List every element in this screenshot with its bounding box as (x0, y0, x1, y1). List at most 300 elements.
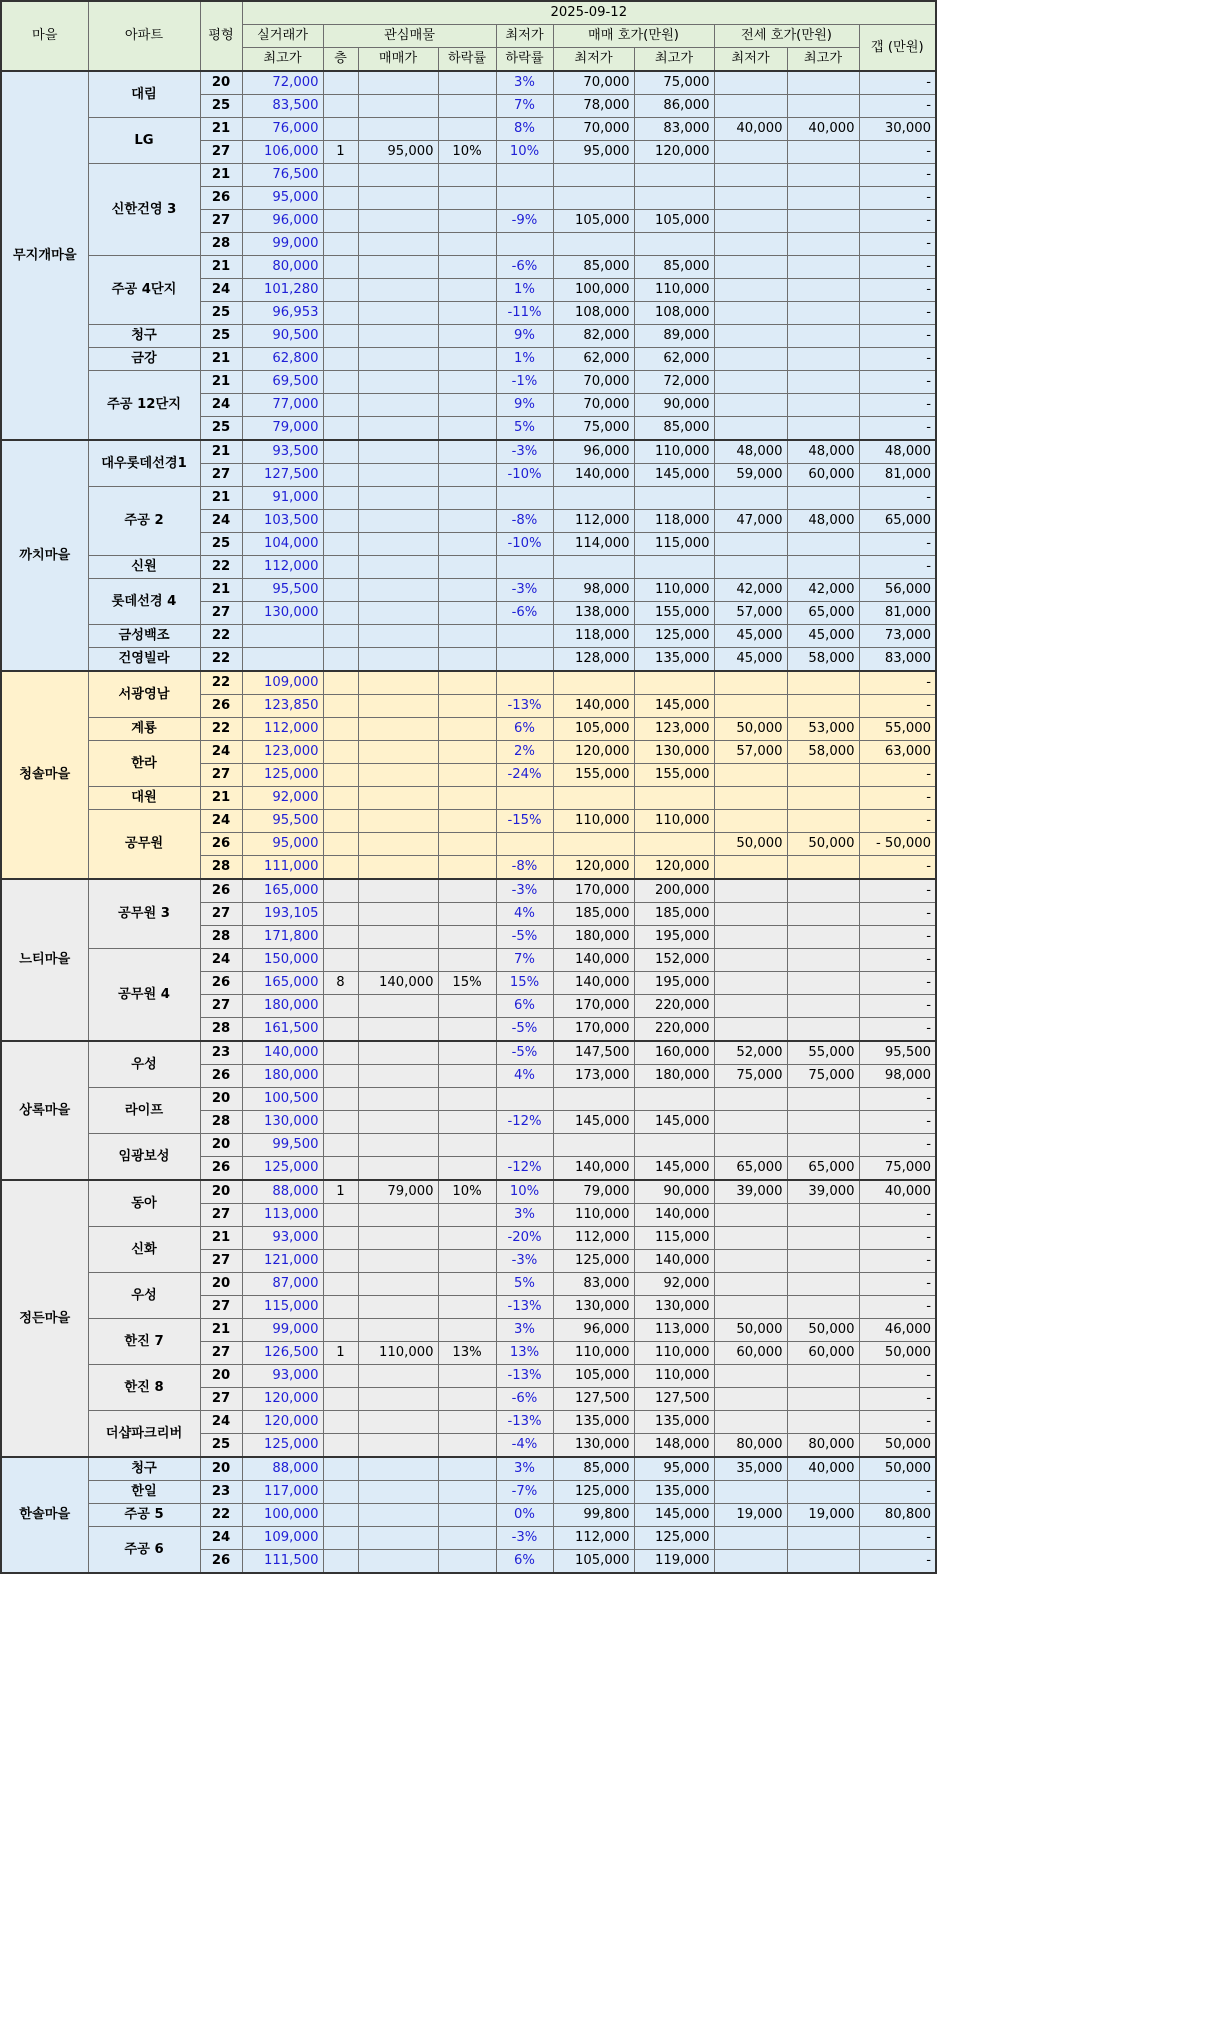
cell-min-drop: -5% (496, 1018, 553, 1042)
cell-jeonse-min: 50,000 (714, 1319, 787, 1342)
cell-jeonse-max: 40,000 (787, 1457, 859, 1481)
cell-actual-max: 150,000 (242, 949, 323, 972)
cell-jeonse-min (714, 1388, 787, 1411)
apartment-name: 한일 (88, 1481, 200, 1504)
cell-jeonse-min: 19,000 (714, 1504, 787, 1527)
cell-sale-min: 82,000 (553, 325, 634, 348)
cell-interest-floor (323, 1134, 358, 1157)
cell-min-drop: -15% (496, 810, 553, 833)
cell-pyeong: 22 (200, 671, 242, 695)
cell-jeonse-max (787, 233, 859, 256)
cell-interest-price (358, 95, 438, 118)
cell-interest-floor: 1 (323, 1180, 358, 1204)
cell-interest-price (358, 1204, 438, 1227)
cell-pyeong: 25 (200, 1434, 242, 1458)
cell-actual-max: 95,500 (242, 810, 323, 833)
cell-interest-drop: 13% (438, 1342, 496, 1365)
cell-jeonse-max: 39,000 (787, 1180, 859, 1204)
table-row (1, 1227, 936, 1250)
cell-interest-drop: 15% (438, 972, 496, 995)
header-min-price-sub: 하락률 (496, 48, 553, 72)
cell-min-drop: -3% (496, 879, 553, 903)
cell-actual-max: 106,000 (242, 141, 323, 164)
cell-jeonse-min (714, 164, 787, 187)
cell-sale-max: 155,000 (634, 764, 714, 787)
cell-interest-floor (323, 810, 358, 833)
cell-sale-min (553, 164, 634, 187)
cell-jeonse-min (714, 671, 787, 695)
cell-interest-floor (323, 1527, 358, 1550)
cell-pyeong: 25 (200, 417, 242, 441)
cell-sale-min: 70,000 (553, 394, 634, 417)
table-row (1, 810, 936, 833)
cell-gap: 46,000 (859, 1319, 936, 1342)
cell-interest-floor: 8 (323, 972, 358, 995)
cell-gap: 50,000 (859, 1457, 936, 1481)
cell-interest-drop (438, 1227, 496, 1250)
cell-gap: - (859, 1204, 936, 1227)
cell-jeonse-max: 55,000 (787, 1041, 859, 1065)
cell-interest-floor (323, 1065, 358, 1088)
cell-gap: 75,000 (859, 1157, 936, 1181)
cell-gap: - (859, 1527, 936, 1550)
cell-interest-drop (438, 256, 496, 279)
table-row (1, 1273, 936, 1296)
cell-interest-floor (323, 256, 358, 279)
cell-jeonse-min (714, 1134, 787, 1157)
cell-sale-min: 98,000 (553, 579, 634, 602)
cell-pyeong: 20 (200, 1457, 242, 1481)
apartment-name: 대원 (88, 787, 200, 810)
cell-jeonse-min (714, 487, 787, 510)
cell-gap: - (859, 1018, 936, 1042)
cell-jeonse-min: 57,000 (714, 741, 787, 764)
cell-interest-drop (438, 233, 496, 256)
cell-sale-max (634, 164, 714, 187)
cell-min-drop: 8% (496, 118, 553, 141)
cell-sale-min: 128,000 (553, 648, 634, 672)
cell-interest-price (358, 856, 438, 880)
cell-sale-max: 110,000 (634, 440, 714, 464)
cell-interest-floor (323, 371, 358, 394)
apartment-name: 금성백조 (88, 625, 200, 648)
cell-gap: - (859, 1227, 936, 1250)
cell-interest-drop (438, 302, 496, 325)
header-actual-price-sub: 최고가 (242, 48, 323, 72)
cell-interest-price (358, 1018, 438, 1042)
cell-interest-price (358, 164, 438, 187)
table-row (1, 741, 936, 764)
cell-interest-drop (438, 325, 496, 348)
cell-sale-max: 118,000 (634, 510, 714, 533)
cell-interest-price (358, 510, 438, 533)
cell-pyeong: 24 (200, 810, 242, 833)
apartment-name: 주공 4단지 (88, 256, 200, 325)
cell-interest-drop (438, 695, 496, 718)
cell-interest-drop (438, 879, 496, 903)
cell-sale-max (634, 556, 714, 579)
cell-sale-max: 135,000 (634, 648, 714, 672)
cell-interest-drop (438, 579, 496, 602)
cell-pyeong: 22 (200, 556, 242, 579)
cell-min-drop: 6% (496, 995, 553, 1018)
cell-actual-max: 121,000 (242, 1250, 323, 1273)
cell-interest-drop (438, 464, 496, 487)
cell-pyeong: 21 (200, 1227, 242, 1250)
cell-pyeong: 24 (200, 1527, 242, 1550)
cell-pyeong: 24 (200, 510, 242, 533)
cell-interest-floor (323, 71, 358, 95)
cell-interest-price (358, 464, 438, 487)
table-row (1, 949, 936, 972)
table-row (1, 1365, 936, 1388)
cell-sale-min: 170,000 (553, 1018, 634, 1042)
cell-jeonse-max (787, 95, 859, 118)
cell-jeonse-max (787, 1204, 859, 1227)
cell-pyeong: 26 (200, 1550, 242, 1574)
cell-actual-max (242, 625, 323, 648)
cell-jeonse-min (714, 1273, 787, 1296)
cell-min-drop (496, 233, 553, 256)
cell-gap: - (859, 1411, 936, 1434)
cell-jeonse-min: 75,000 (714, 1065, 787, 1088)
cell-sale-min (553, 1088, 634, 1111)
cell-min-drop: 3% (496, 1319, 553, 1342)
cell-min-drop (496, 787, 553, 810)
cell-interest-price (358, 1434, 438, 1458)
table-row (1, 1041, 936, 1065)
cell-actual-max: 123,850 (242, 695, 323, 718)
cell-min-drop: -20% (496, 1227, 553, 1250)
cell-sale-max: 160,000 (634, 1041, 714, 1065)
cell-sale-min (553, 787, 634, 810)
cell-min-drop: 4% (496, 903, 553, 926)
cell-interest-drop (438, 1065, 496, 1088)
cell-interest-price: 110,000 (358, 1342, 438, 1365)
cell-pyeong: 20 (200, 71, 242, 95)
cell-pyeong: 20 (200, 1273, 242, 1296)
cell-jeonse-max (787, 1296, 859, 1319)
cell-actual-max: 120,000 (242, 1411, 323, 1434)
cell-sale-max: 110,000 (634, 579, 714, 602)
table-row (1, 1504, 936, 1527)
cell-sale-max: 119,000 (634, 1550, 714, 1574)
cell-sale-max: 140,000 (634, 1250, 714, 1273)
cell-interest-floor (323, 279, 358, 302)
cell-interest-drop (438, 417, 496, 441)
cell-pyeong: 27 (200, 1204, 242, 1227)
cell-sale-min: 105,000 (553, 1550, 634, 1574)
cell-interest-price (358, 1504, 438, 1527)
cell-sale-max: 90,000 (634, 394, 714, 417)
cell-sale-min: 112,000 (553, 510, 634, 533)
cell-interest-drop (438, 602, 496, 625)
cell-min-drop: -10% (496, 533, 553, 556)
cell-sale-min: 96,000 (553, 440, 634, 464)
cell-sale-min: 62,000 (553, 348, 634, 371)
cell-sale-min: 105,000 (553, 1365, 634, 1388)
cell-interest-floor (323, 856, 358, 880)
cell-jeonse-min (714, 279, 787, 302)
cell-jeonse-max (787, 325, 859, 348)
cell-interest-drop (438, 440, 496, 464)
cell-interest-floor (323, 95, 358, 118)
cell-min-drop: 13% (496, 1342, 553, 1365)
cell-pyeong: 24 (200, 279, 242, 302)
cell-interest-price (358, 256, 438, 279)
apartment-name: 우성 (88, 1041, 200, 1088)
cell-min-drop (496, 556, 553, 579)
cell-min-drop: 5% (496, 1273, 553, 1296)
cell-sale-max: 195,000 (634, 972, 714, 995)
cell-sale-min: 145,000 (553, 1111, 634, 1134)
cell-interest-price (358, 1388, 438, 1411)
cell-actual-max: 77,000 (242, 394, 323, 417)
table-row (1, 118, 936, 141)
table-row (1, 487, 936, 510)
cell-jeonse-min (714, 764, 787, 787)
cell-sale-min: 125,000 (553, 1250, 634, 1273)
apartment-name: 주공 5 (88, 1504, 200, 1527)
village-name: 까치마을 (1, 440, 88, 671)
cell-gap: 83,000 (859, 648, 936, 672)
cell-pyeong: 28 (200, 1111, 242, 1134)
cell-gap: - (859, 787, 936, 810)
cell-gap: - (859, 164, 936, 187)
cell-gap: 98,000 (859, 1065, 936, 1088)
cell-gap: - (859, 1134, 936, 1157)
cell-interest-floor (323, 1319, 358, 1342)
header-min-price: 최저가 (496, 25, 553, 48)
cell-pyeong: 27 (200, 764, 242, 787)
cell-sale-max: 75,000 (634, 71, 714, 95)
cell-pyeong: 27 (200, 141, 242, 164)
table-row (1, 1411, 936, 1434)
cell-gap: - (859, 348, 936, 371)
cell-actual-max: 125,000 (242, 1434, 323, 1458)
cell-interest-floor: 1 (323, 141, 358, 164)
cell-gap: - (859, 903, 936, 926)
cell-pyeong: 28 (200, 1018, 242, 1042)
cell-jeonse-max: 48,000 (787, 510, 859, 533)
cell-gap: - (859, 1481, 936, 1504)
cell-jeonse-max (787, 279, 859, 302)
cell-actual-max: 104,000 (242, 533, 323, 556)
cell-pyeong: 20 (200, 1134, 242, 1157)
cell-sale-min (553, 556, 634, 579)
cell-interest-floor (323, 579, 358, 602)
table-row (1, 1319, 936, 1342)
cell-interest-drop: 10% (438, 141, 496, 164)
cell-pyeong: 21 (200, 371, 242, 394)
cell-jeonse-min (714, 972, 787, 995)
apartment-name: 청구 (88, 1457, 200, 1481)
cell-interest-price (358, 602, 438, 625)
cell-pyeong: 25 (200, 95, 242, 118)
cell-min-drop: -11% (496, 302, 553, 325)
table-header (1, 1, 936, 71)
cell-interest-floor (323, 1018, 358, 1042)
cell-interest-price (358, 233, 438, 256)
cell-pyeong: 25 (200, 302, 242, 325)
cell-interest-price (358, 1250, 438, 1273)
cell-pyeong: 27 (200, 995, 242, 1018)
cell-actual-max: 100,500 (242, 1088, 323, 1111)
cell-sale-min: 180,000 (553, 926, 634, 949)
cell-actual-max: 93,000 (242, 1227, 323, 1250)
header-jeonse-max: 최고가 (787, 48, 859, 72)
cell-interest-drop (438, 671, 496, 695)
cell-interest-price (358, 833, 438, 856)
cell-sale-max: 72,000 (634, 371, 714, 394)
cell-sale-max: 145,000 (634, 1504, 714, 1527)
cell-gap: - (859, 1273, 936, 1296)
cell-jeonse-max (787, 371, 859, 394)
cell-jeonse-max: 60,000 (787, 464, 859, 487)
cell-actual-max: 113,000 (242, 1204, 323, 1227)
cell-interest-price (358, 1273, 438, 1296)
cell-min-drop: 10% (496, 141, 553, 164)
cell-jeonse-min (714, 348, 787, 371)
cell-sale-min: 140,000 (553, 949, 634, 972)
cell-jeonse-max (787, 1088, 859, 1111)
cell-jeonse-max (787, 1411, 859, 1434)
table-row (1, 625, 936, 648)
cell-gap: 80,800 (859, 1504, 936, 1527)
village-name: 정든마을 (1, 1180, 88, 1457)
apartment-name: 대림 (88, 71, 200, 118)
cell-actual-max: 96,000 (242, 210, 323, 233)
cell-actual-max: 125,000 (242, 764, 323, 787)
cell-sale-max: 195,000 (634, 926, 714, 949)
cell-jeonse-max (787, 1250, 859, 1273)
cell-jeonse-max: 65,000 (787, 1157, 859, 1181)
cell-interest-price (358, 579, 438, 602)
cell-interest-drop (438, 1319, 496, 1342)
cell-jeonse-min (714, 302, 787, 325)
header-interest-drop: 하락률 (438, 48, 496, 72)
cell-interest-drop (438, 926, 496, 949)
village-name: 느티마을 (1, 879, 88, 1041)
apartment-name: 공무원 4 (88, 949, 200, 1042)
cell-interest-floor (323, 903, 358, 926)
cell-sale-min: 105,000 (553, 210, 634, 233)
cell-sale-min: 155,000 (553, 764, 634, 787)
cell-jeonse-max (787, 1481, 859, 1504)
header-sale-min: 최저가 (553, 48, 634, 72)
apartment-name: 공무원 3 (88, 879, 200, 949)
cell-gap: - (859, 1296, 936, 1319)
cell-interest-floor (323, 949, 358, 972)
cell-min-drop: -7% (496, 1481, 553, 1504)
cell-interest-drop (438, 1457, 496, 1481)
cell-sale-min: 170,000 (553, 879, 634, 903)
cell-actual-max: 171,800 (242, 926, 323, 949)
apartment-name: 더샵파크리버 (88, 1411, 200, 1458)
apartment-name: 건영빌라 (88, 648, 200, 672)
cell-interest-floor (323, 302, 358, 325)
cell-sale-max: 140,000 (634, 1204, 714, 1227)
cell-interest-drop (438, 833, 496, 856)
cell-interest-drop (438, 1250, 496, 1273)
cell-min-drop: 1% (496, 348, 553, 371)
cell-sale-max: 83,000 (634, 118, 714, 141)
cell-jeonse-max: 58,000 (787, 648, 859, 672)
cell-actual-max: 95,000 (242, 833, 323, 856)
cell-interest-drop (438, 1481, 496, 1504)
table-row (1, 71, 936, 95)
table-row (1, 1527, 936, 1550)
cell-pyeong: 28 (200, 926, 242, 949)
cell-sale-max: 145,000 (634, 464, 714, 487)
cell-gap: - (859, 325, 936, 348)
cell-jeonse-min (714, 1250, 787, 1273)
cell-jeonse-min (714, 95, 787, 118)
cell-pyeong: 27 (200, 1342, 242, 1365)
cell-interest-drop (438, 625, 496, 648)
cell-jeonse-min (714, 1527, 787, 1550)
cell-interest-drop (438, 949, 496, 972)
cell-sale-max: 180,000 (634, 1065, 714, 1088)
cell-interest-drop (438, 556, 496, 579)
cell-pyeong: 27 (200, 1296, 242, 1319)
cell-sale-max: 125,000 (634, 1527, 714, 1550)
cell-interest-price (358, 279, 438, 302)
cell-sale-min: 85,000 (553, 256, 634, 279)
cell-sale-max (634, 487, 714, 510)
cell-interest-floor (323, 325, 358, 348)
cell-actual-max: 62,800 (242, 348, 323, 371)
cell-jeonse-min (714, 417, 787, 441)
cell-pyeong: 20 (200, 1088, 242, 1111)
cell-interest-price (358, 1481, 438, 1504)
cell-interest-floor (323, 1273, 358, 1296)
cell-interest-drop (438, 1365, 496, 1388)
cell-sale-max: 62,000 (634, 348, 714, 371)
cell-min-drop: -8% (496, 510, 553, 533)
cell-pyeong: 21 (200, 118, 242, 141)
cell-gap: - (859, 995, 936, 1018)
cell-sale-max: 108,000 (634, 302, 714, 325)
cell-interest-price: 79,000 (358, 1180, 438, 1204)
cell-jeonse-max (787, 556, 859, 579)
cell-jeonse-min (714, 1204, 787, 1227)
cell-interest-floor (323, 464, 358, 487)
cell-gap: - (859, 1388, 936, 1411)
cell-jeonse-max (787, 1365, 859, 1388)
cell-pyeong: 26 (200, 972, 242, 995)
cell-jeonse-max: 58,000 (787, 741, 859, 764)
cell-sale-max: 127,500 (634, 1388, 714, 1411)
cell-interest-drop (438, 856, 496, 880)
cell-sale-max: 92,000 (634, 1273, 714, 1296)
cell-sale-min: 138,000 (553, 602, 634, 625)
cell-actual-max: 95,500 (242, 579, 323, 602)
cell-actual-max: 72,000 (242, 71, 323, 95)
cell-jeonse-min (714, 1365, 787, 1388)
cell-jeonse-max (787, 71, 859, 95)
cell-interest-floor (323, 1227, 358, 1250)
cell-interest-drop (438, 1018, 496, 1042)
cell-jeonse-max (787, 256, 859, 279)
cell-min-drop (496, 487, 553, 510)
cell-interest-drop (438, 210, 496, 233)
cell-sale-min: 130,000 (553, 1434, 634, 1458)
cell-interest-drop (438, 1134, 496, 1157)
cell-interest-floor (323, 348, 358, 371)
cell-interest-floor (323, 1481, 358, 1504)
cell-jeonse-min: 39,000 (714, 1180, 787, 1204)
